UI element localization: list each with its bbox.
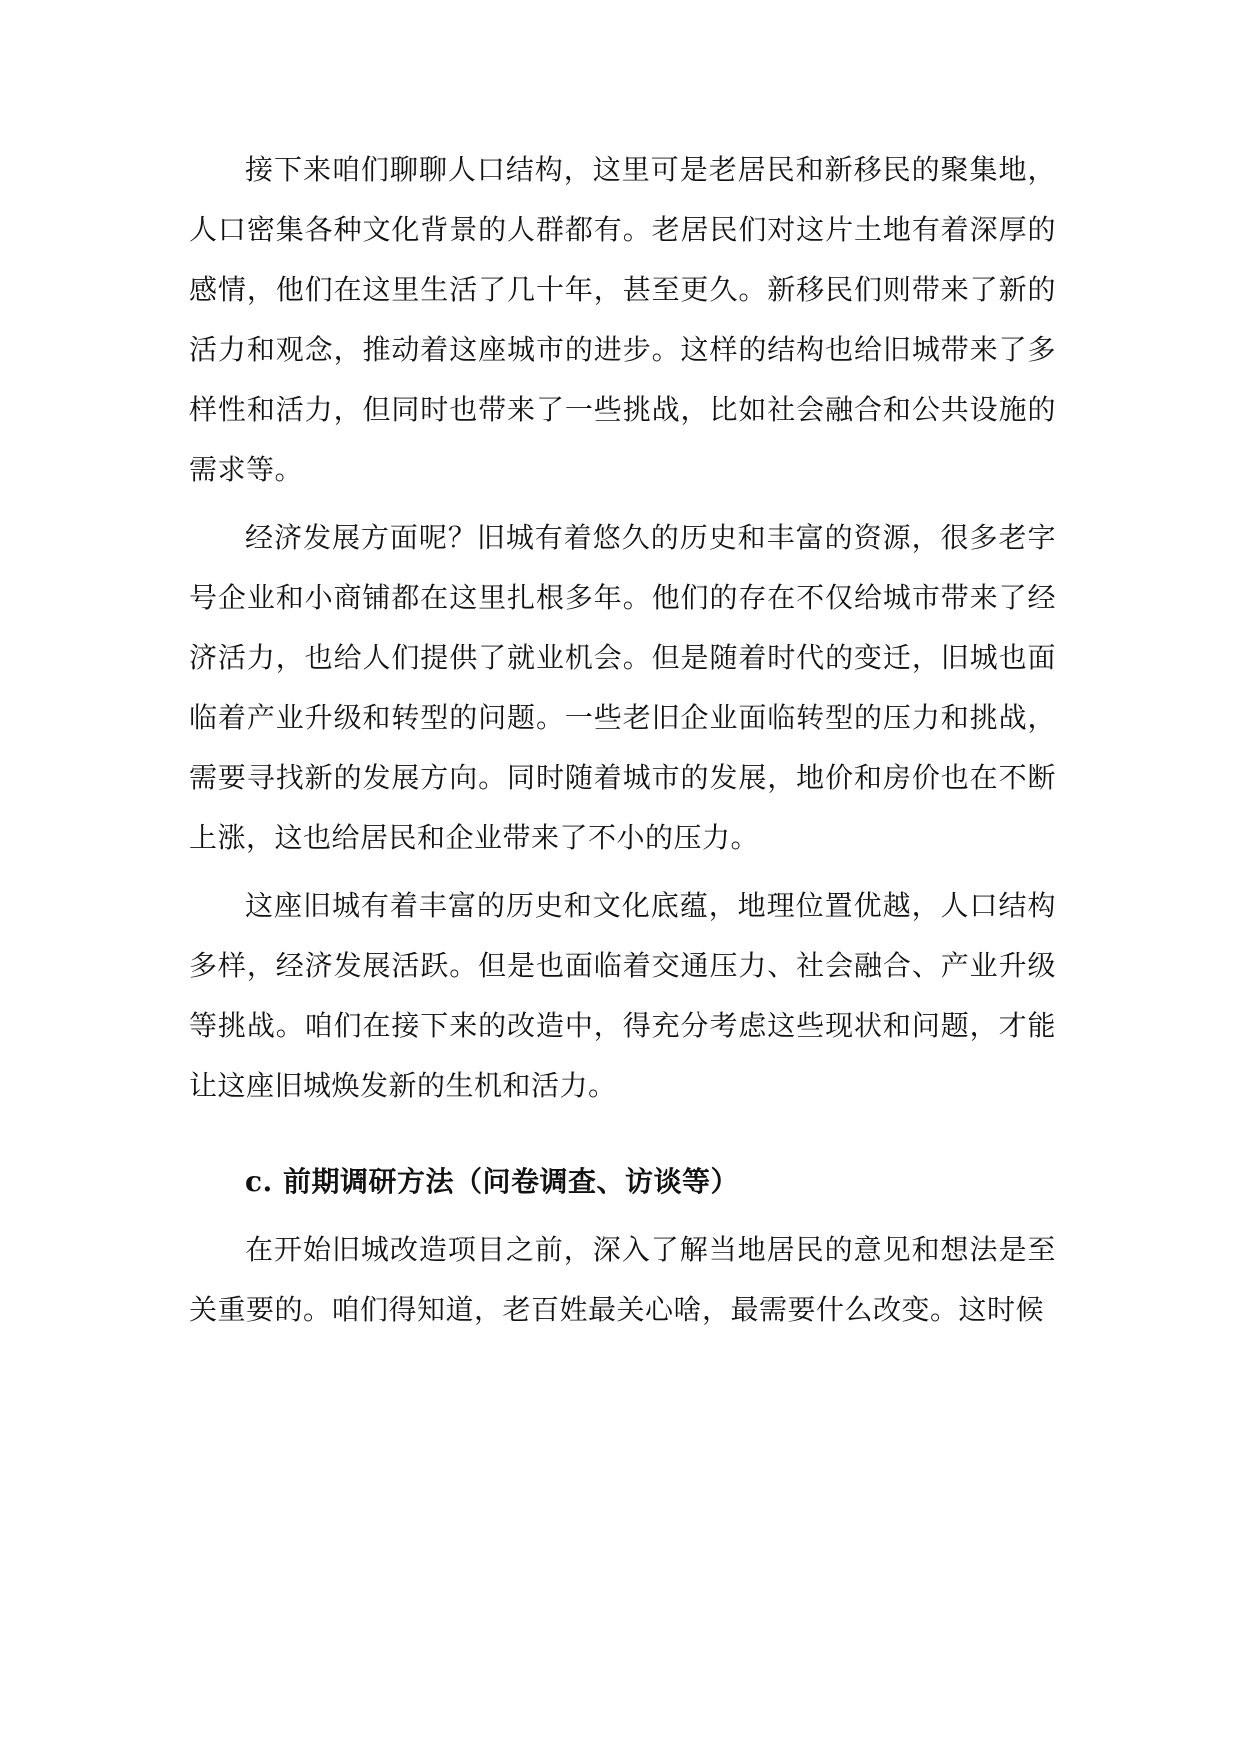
paragraph-research-intro: 在开始旧城改造项目之前，深入了解当地居民的意见和想法是至关重要的。咱们得知道，老百姓最关心啥，最需要什么改变。这时候: [189, 1233, 1056, 1326]
paragraph-population: 接下来咱们聊聊人口结构，这里可是老居民和新移民的聚集地，人口密集各种文化背景的人群都有。老居民们对这片土地有着深厚的感情，他们在这里生活了几十年，甚至更久。新移民们则带来了新的活力和观念，推动着这座城市的进步。这样的结构也给旧城带来了多样性和活力，但同时也带来了一些挑战，比如社会融合和公共设施的需求等。: [189, 153, 1056, 486]
section-heading: c. 前期调研方法（问卷调查、访谈等）: [245, 1165, 740, 1198]
document-body: [189, 140, 1056, 1340]
paragraph-economy: 经济发展方面呢？旧城有着悠久的历史和丰富的资源，很多老字号企业和小商铺都在这里扎根多年。他们的存在不仅给城市带来了经济活力，也给人们提供了就业机会。但是随着时代的变迁，旧城也面临着产业升级和转型的问题。一些老旧企业面临转型的压力和挑战，需要寻找新的发展方向。同时随着城市的发展，地价和房价也在不断上涨，这也给居民和企业带来了不小的压力。: [189, 521, 1056, 854]
paragraph-summary: 这座旧城有着丰富的历史和文化底蕴，地理位置优越，人口结构多样，经济发展活跃。但是也面临着交通压力、社会融合、产业升级等挑战。咱们在接下来的改造中，得充分考虑这些现状和问题，才能让这座旧城焕发新的生机和活力。: [189, 889, 1056, 1102]
